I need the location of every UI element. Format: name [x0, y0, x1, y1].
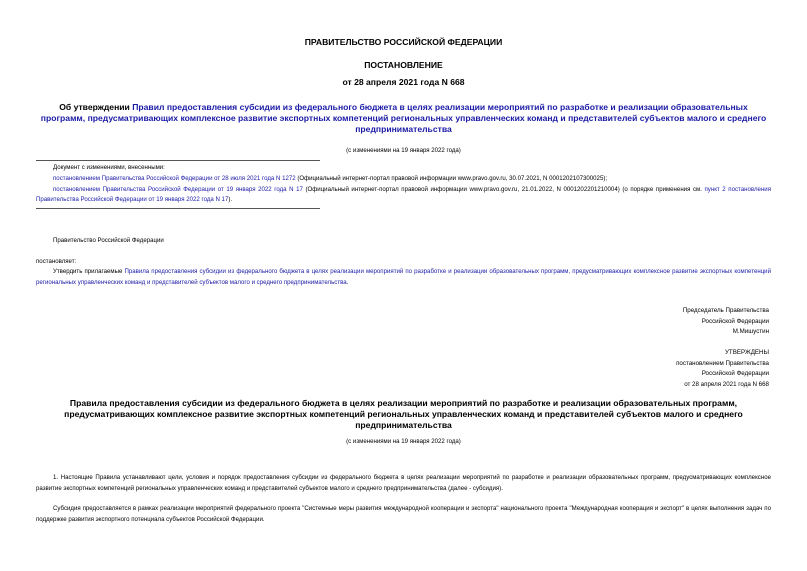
approval-stamp [676, 348, 769, 390]
amendment-2-end: ). [228, 196, 233, 203]
approve-rules-link[interactable]: Правила предоставления субсидии из федерального бюджета в целях реализации мероприятий по разработке и реализации образовательных программ, предусматривающих комплексное развитие экспортных компетенций региональных управленческих команд и представителей субъектов малого и среднего предпринимательства [36, 268, 771, 286]
signature-block [683, 306, 769, 338]
rules-paragraph-2: Субсидия предоставляется в рамках реализации мероприятий федерального проекта "Системные меры развития международной кооперации и экспорта" национального проекта "Международная кооперация и экспорт" в целях выполнения задач по поддержке развития экспортного потенциала субъектов Российской Федерации. [36, 505, 771, 523]
rules-title: Правила предоставления субсидии из федерального бюджета в целях реализации мероприятий по разработке и реализации образовательных программ, предусматривающих комплексное развитие экспортных компетенций региональных управленческих команд и представителей субъектов малого и среднего предпринимательства [64, 398, 743, 430]
title-prefix: Об утверждении [59, 102, 133, 112]
amendment-2-link[interactable]: постановлением Правительства Российской Федерации от 19 января 2022 года N 17 [53, 185, 303, 193]
title-link[interactable]: Правил предоставления субсидии из федерального бюджета в целях реализации мероприятий по разработке и реализации образовательных программ, предусматривающих комплексное развитие экспортных компетенций региональных управленческих команд и представителей субъектов малого и среднего предпринимательства [40, 102, 767, 134]
signature-line: Председатель Правительства [682, 307, 769, 314]
amendments-heading: Документ с изменениями, внесенными: [53, 164, 165, 171]
document-type: ПОСТАНОВЛЕНИЕ [364, 60, 443, 70]
document-title [36, 102, 771, 135]
approval-line: Российской Федерации [701, 370, 769, 377]
signature-name: М.Мишустин [732, 328, 769, 335]
amendment-1-link[interactable]: постановлением Правительства Российской Федерации от 28 июля 2021 года N 1272 [53, 175, 296, 182]
divider [36, 208, 320, 209]
amendment-1-text: (Официальный интернет-портал правовой информации www.pravo.gov.ru, 30.07.2021, N 0001202107300025); [295, 175, 608, 182]
rules-paragraph-1: 1. Настоящие Правила устанавливают цели, условия и порядок предоставления субсидии из федерального бюджета в целях реализации мероприятий по разработке и реализации образовательных программ, предусматривающих комплексное развитие экспортных компетенций региональных управленческих команд и представителей субъектов малого и среднего предпринимательства (далее - субсидия). [36, 474, 771, 492]
amendment-2-text: (Официальный интернет-портал правовой информации www.pravo.gov.ru, 21.01.2022, N 0001202201210004) (о порядке применения см. [302, 185, 705, 193]
approve-end: . [346, 278, 349, 286]
amendment-item-2 [36, 185, 771, 206]
postanovlyaet-text: постановляет: [36, 258, 77, 265]
government-heading: ПРАВИТЕЛЬСТВО РОССИЙСКОЙ ФЕДЕРАЦИИ [304, 37, 503, 47]
amendment-item-1 [53, 174, 771, 185]
approve-paragraph [36, 267, 771, 288]
amendment-2-application-link[interactable]: пункт 2 постановления Правительства Российской Федерации от 19 января 2022 года N 17 [36, 185, 771, 203]
signature-line: Российской Федерации [701, 317, 769, 325]
government-line: Правительство Российской Федерации [53, 237, 164, 244]
divider [36, 160, 320, 161]
document-date-number: от 28 апреля 2021 года N 668 [342, 77, 465, 87]
rules-revision-note: (с изменениями на 19 января 2022 года) [346, 438, 461, 445]
approval-line: постановлением Правительства [676, 359, 769, 367]
approval-line: от 28 апреля 2021 года N 668 [684, 380, 769, 388]
revision-note: (с изменениями на 19 января 2022 года) [346, 147, 461, 154]
approve-prefix: Утвердить прилагаемые [53, 268, 125, 275]
approval-line: УТВЕРЖДЕНЫ [725, 349, 769, 356]
